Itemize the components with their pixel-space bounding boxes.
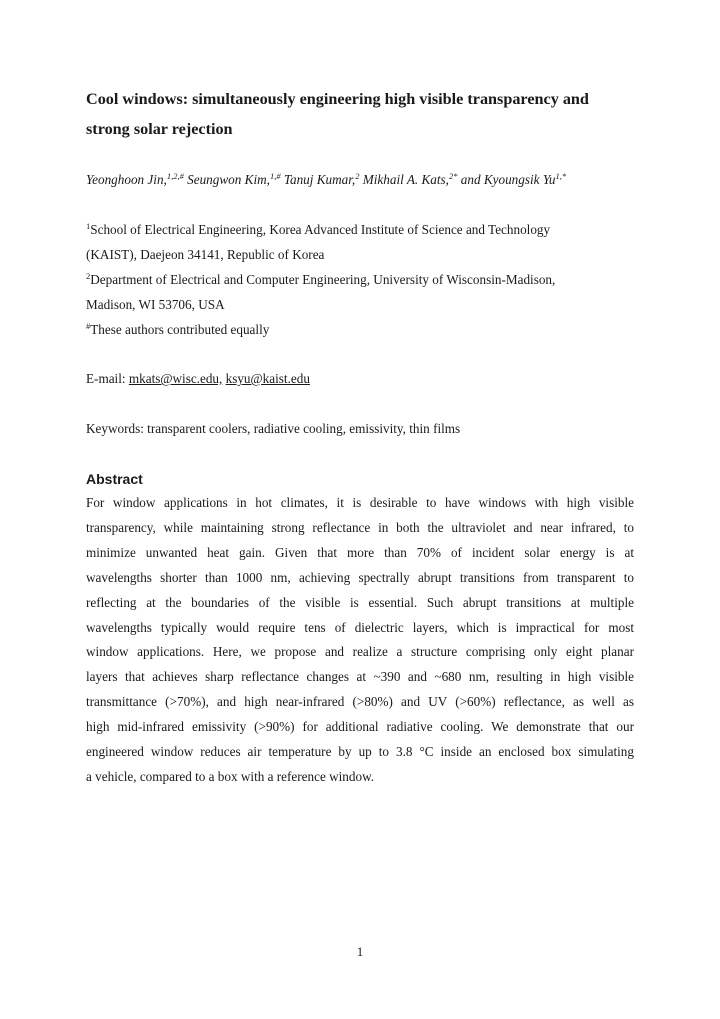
equal-contribution-note bbox=[86, 317, 646, 342]
abstract-line: transparency, while maintaining strong reflectance in both the ultraviolet and near infrared, to bbox=[86, 519, 634, 535]
abstract-line: layers that achieves sharp reflectance changes at ~390 and ~680 nm, resulting in high visible bbox=[86, 669, 634, 685]
affiliations bbox=[86, 217, 646, 342]
author-name: Mikhail A. Kats, bbox=[359, 172, 449, 187]
affiliation-marker: 2 bbox=[86, 271, 91, 281]
keywords: Keywords: transparent coolers, radiative cooling, emissivity, thin films bbox=[86, 421, 461, 436]
author-affiliation-marker: 1,2,# bbox=[166, 171, 184, 181]
author-name: Seungwon Kim, bbox=[183, 172, 270, 187]
author-list bbox=[86, 170, 646, 190]
affiliation-2-line-1 bbox=[86, 267, 646, 292]
abstract-line: window applications. Here, we propose and realize a structure comprising only eight planar bbox=[86, 644, 634, 660]
author-affiliation-marker: 1,# bbox=[269, 171, 281, 181]
title-line-1: Cool windows: simultaneously engineering high visible transparency and bbox=[86, 90, 589, 108]
email-link-yu[interactable]: ksyu@kaist.edu bbox=[225, 371, 310, 386]
author-affiliation-marker: 2 bbox=[355, 171, 360, 181]
email-line bbox=[86, 368, 310, 390]
title-line-2: strong solar rejection bbox=[86, 120, 233, 138]
author-affiliation-marker: 1,* bbox=[555, 171, 567, 181]
author-name: Yeonghoon Jin, bbox=[86, 172, 167, 187]
abstract-body bbox=[86, 491, 634, 790]
abstract-heading: Abstract bbox=[86, 471, 143, 487]
author-name: Tanuj Kumar, bbox=[280, 172, 356, 187]
paper-title bbox=[86, 84, 634, 144]
author-name: and Kyoungsik Yu bbox=[457, 172, 556, 187]
abstract-line: wavelengths shorter than 1000 nm, achieving spectrally abrupt transitions from transparent to bbox=[86, 569, 634, 585]
page-number: 1 bbox=[356, 944, 364, 959]
abstract-line: high mid-infrared emissivity (>90%) for additional radiative cooling. We demonstrate that our bbox=[86, 719, 634, 735]
author-affiliation-marker: 2* bbox=[448, 171, 458, 181]
abstract-line: transmittance (>70%), and high near-infrared (>80%) and UV (>60%) reflectance, as well as bbox=[86, 694, 634, 710]
affiliation-text: Department of Electrical and Computer Engineering, University of Wisconsin-Madison, bbox=[90, 272, 556, 287]
abstract-line: reflecting at the boundaries of the visible is essential. Such abrupt transitions at multiple bbox=[86, 594, 634, 610]
affiliation-2-line-2: Madison, WI 53706, USA bbox=[86, 297, 225, 312]
abstract-line: wavelengths typically would require tens of dielectric layers, which is impractical for most bbox=[86, 619, 634, 635]
affiliation-1-line-2: (KAIST), Daejeon 34141, Republic of Korea bbox=[86, 247, 325, 262]
abstract-line: a vehicle, compared to a box with a reference window. bbox=[86, 768, 375, 784]
abstract-line: engineered window reduces air temperature by up to 3.8 °C inside an enclosed box simulating bbox=[86, 744, 634, 760]
affiliation-marker: 1 bbox=[86, 221, 91, 231]
note-text: These authors contributed equally bbox=[90, 322, 270, 337]
affiliation-text: School of Electrical Engineering, Korea Advanced Institute of Science and Technology bbox=[90, 222, 551, 237]
note-marker: # bbox=[86, 321, 91, 331]
affiliation-1-line-1 bbox=[86, 217, 646, 242]
email-link-kats[interactable]: mkats@wisc.edu, bbox=[128, 371, 223, 386]
abstract-line: minimize unwanted heat gain. Given that more than 70% of incident solar energy is at bbox=[86, 544, 634, 560]
email-label: E-mail: bbox=[86, 371, 129, 386]
abstract-line: For window applications in hot climates, it is desirable to have windows with high visible bbox=[86, 495, 634, 510]
